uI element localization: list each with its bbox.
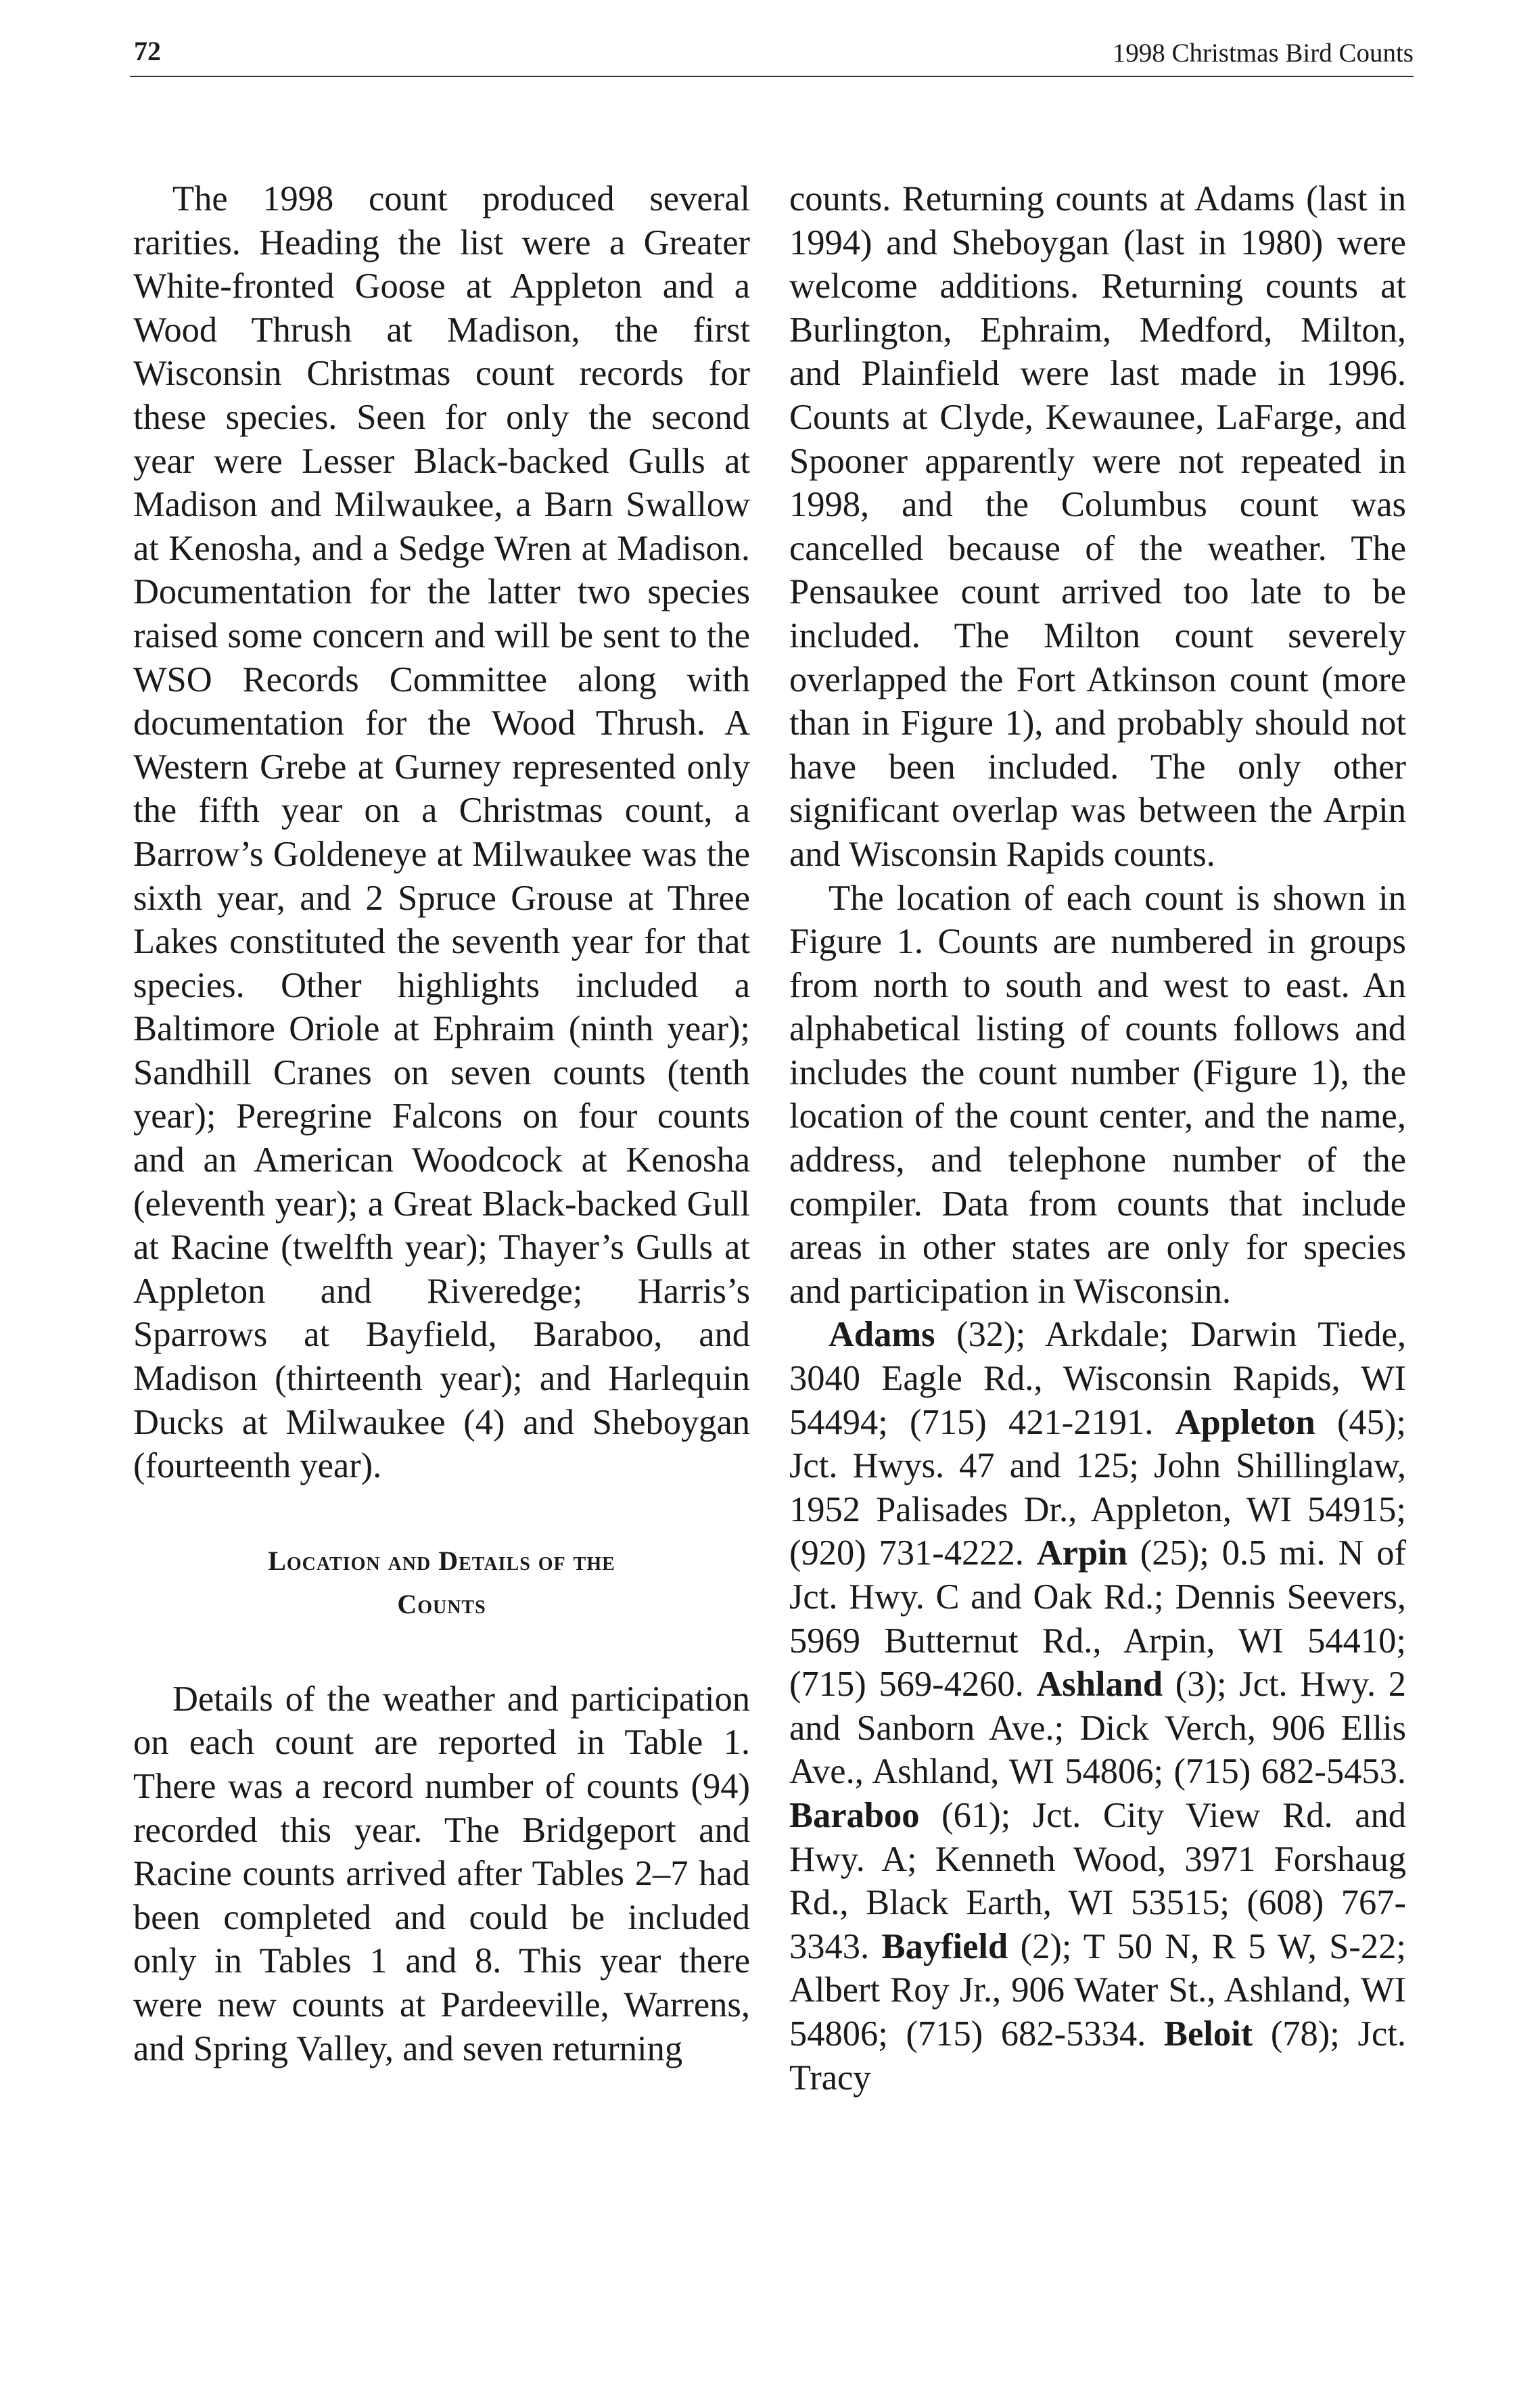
count-details: (25); 0.5 mi. N of Jct. Hwy. C and Oak Rd.; Dennis Seevers, 5969 Butternut Rd., Arpin, WI 54410; (715) 569-4260.	[789, 1533, 1406, 1705]
section-heading	[133, 1539, 750, 1626]
count-name: Baraboo	[789, 1795, 920, 1835]
paragraph-rarities: The 1998 count produced several rarities. Heading the list were a Greater White-fronted Goose at Appleton and a Wood Thrush at Madison, the first Wisconsin Christmas count records for these species. Seen for only the second year were Lesser Black-backed Gulls at Madison and Milwaukee, a Barn Swallow at Kenosha, and a Sedge Wren at Madison. Documentation for the latter two species raised some concern and will be sent to the WSO Records Committee along with documentation for the Wood Thrush. A Western Grebe at Gurney represented only the fifth year on a Christmas count, a Barrow’s Goldeneye at Milwaukee was the sixth year, and 2 Spruce Grouse at Three Lakes constituted the seventh year for that species. Other highlights included a Baltimore Oriole at Ephraim (ninth year); Sandhill Cranes on seven counts (tenth year); Peregrine Falcons on four counts and an American Woodcock at Kenosha (eleventh year); a Great Black-backed Gull at Racine (twelfth year); Thayer’s Gulls at Appleton and Riveredge; Harris’s Sparrows at Bayfield, Baraboo, and Madison (thirteenth year); and Harlequin Ducks at Milwaukee (4) and Sheboygan (fourteenth year).	[133, 179, 750, 1486]
count-details: (45); Jct. Hwys. 47 and 125; John Shillinglaw, 1952 Palisades Dr., Appleton, WI 54915; (920) 731-4222.	[789, 1402, 1406, 1573]
count-name: Arpin	[1036, 1533, 1127, 1573]
paragraph-continued: counts. Returning counts at Adams (last in 1994) and Sheboygan (last in 1980) were welcome additions. Returning counts at Burlington, Ephraim, Medford, Milton, and Plainfield were last made in 1996. Counts at Clyde, Kewaunee, LaFarge, and Spooner apparently were not repeated in 1998, and the Columbus count was cancelled because of the weather. The Pensaukee count arrived too late to be included. The Milton count severely overlapped the Fort Atkinson count (more than in Figure 1), and probably should not have been included. The only other significant overlap was between the Arpin and Wisconsin Rapids counts.	[789, 179, 1406, 874]
count-name: Beloit	[1163, 2014, 1253, 2054]
paragraph-details: Details of the weather and participation on each count are reported in Table 1. There was a record number of counts (94) recorded this year. The Bridgeport and Racine counts arrived after Tables 2–7 had been completed and could be included only in Tables 1 and 8. This year there were new counts at Pardeeville, Warrens, and Spring Valley, and seven returning	[133, 1679, 750, 2068]
section-heading-line-1: Location and Details of the	[268, 1545, 615, 1576]
count-name: Adams	[829, 1315, 935, 1355]
count-name: Appleton	[1175, 1402, 1315, 1442]
count-details: (2); T 50 N, R 5 W, S-22; Albert Roy Jr., 906 Water St., Ashland, WI 54806; (715) 682-5334.	[789, 1926, 1406, 2054]
running-title: 1998 Christmas Bird Counts	[1112, 39, 1414, 68]
right-column	[789, 177, 1406, 2100]
page-header	[130, 35, 1414, 77]
section-heading-line-2: Counts	[397, 1588, 486, 1619]
count-name: Ashland	[1036, 1665, 1163, 1705]
count-details: (61); Jct. City View Rd. and Hwy. A; Kenneth Wood, 3971 Forshaug Rd., Black Earth, WI 53515; (608) 767-3343.	[789, 1795, 1406, 1966]
paragraph-location: The location of each count is shown in Figure 1. Counts are numbered in groups from north to south and west to east. An alphabetical listing of counts follows and includes the count number (Figure 1), the location of the count center, and the name, address, and telephone number of the compiler. Data from counts that include areas in other states are only for species and participation in Wisconsin.	[789, 878, 1406, 1311]
count-details: (3); Jct. Hwy. 2 and Sanborn Ave.; Dick Verch, 906 Ellis Ave., Ashland, WI 54806; (715) 682-5453.	[789, 1665, 1406, 1792]
count-details: (78); Jct. Tracy	[789, 2014, 1406, 2098]
count-name: Bayfield	[881, 1926, 1008, 1966]
count-details: (32); Arkdale; Darwin Tiede, 3040 Eagle Rd., Wisconsin Rapids, WI 54494; (715) 421-2191.	[789, 1315, 1406, 1442]
count-listings	[789, 1313, 1406, 2100]
left-column	[133, 177, 750, 2070]
page-number: 72	[134, 36, 161, 66]
